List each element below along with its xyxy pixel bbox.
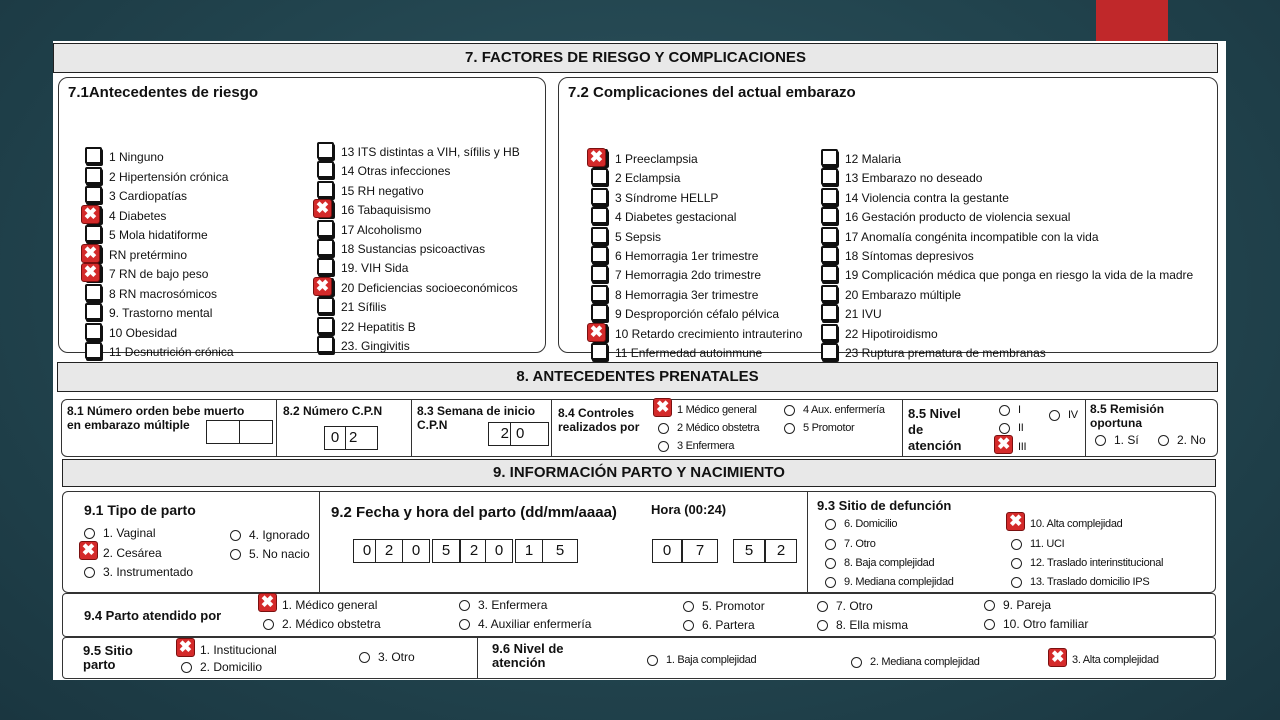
checkbox-label: 9. Trastorno mental <box>109 306 213 320</box>
checkbox-square-icon[interactable] <box>591 304 608 321</box>
checkbox-square-icon[interactable] <box>591 207 608 224</box>
checked-x-icon: ✖ <box>313 199 332 218</box>
radio-label: 9. Pareja <box>1003 598 1052 612</box>
checkbox-square-icon[interactable] <box>591 265 608 282</box>
checkbox-label: 1 Ninguno <box>109 150 164 164</box>
checkbox-square-icon[interactable] <box>317 239 334 256</box>
checkbox-label: 12 Malaria <box>845 152 902 166</box>
field-9-4-label: 9.4 Parto atendido por <box>84 608 222 623</box>
checkbox-label: 18 Síntomas depresivos <box>845 249 974 263</box>
checkbox-label: 16 Tabaquisismo <box>341 203 431 218</box>
checkbox-label: 11 Enfermedad autoinmune <box>615 346 763 360</box>
radio-circle-icon[interactable] <box>1158 435 1169 446</box>
minute-digit-box[interactable]: 5 <box>733 539 765 563</box>
field-8-3-label: 8.3 Semana de inicio C.P.N <box>417 404 536 432</box>
radio-circle-icon[interactable] <box>84 528 95 539</box>
radio-label: 9. Mediana complejidad <box>844 576 954 588</box>
radio-option-3-instrumentado[interactable] <box>84 565 193 579</box>
radio-circle-icon[interactable] <box>459 600 470 611</box>
radio-option-2-medico-obstetra[interactable] <box>263 617 381 631</box>
radio-option-4-ignorado[interactable] <box>230 528 310 542</box>
checked-x-icon: ✖ <box>313 277 332 296</box>
radio-circle-icon[interactable] <box>825 558 836 569</box>
radio-label: 12. Traslado interinstitucional <box>1030 557 1164 569</box>
radio-label: 3. Alta complejidad <box>1072 654 1159 666</box>
radio-label: 8. Ella misma <box>836 618 909 632</box>
checkbox-label: 3 Síndrome HELLP <box>615 190 719 205</box>
radio-circle-icon[interactable] <box>459 619 470 630</box>
radio-label: IV <box>1068 409 1078 421</box>
panel-9-5-9-6 <box>62 637 1216 679</box>
radio-label: 3. Enfermera <box>478 598 548 612</box>
checkbox-square-icon[interactable] <box>317 336 334 353</box>
checkbox-label: 17 Anomalía congénita incompatible con la vida <box>845 229 1099 244</box>
radio-label: 2. Domicilio <box>200 660 263 674</box>
field-8-1-digit-2[interactable] <box>239 420 273 444</box>
radio-option-10-alta-complejidad[interactable] <box>1008 513 1123 531</box>
checkbox-label: 7 Hemorragia 2do trimestre <box>615 268 762 283</box>
radio-option-3-enfermera[interactable] <box>459 598 547 612</box>
radio-label: 5. No nacio <box>249 547 310 561</box>
checkbox-label: 14 Violencia contra la gestante <box>845 190 1009 205</box>
radio-option-1-institucional[interactable] <box>178 639 277 657</box>
field-9-6-label: 9.6 Nivel de atención <box>492 641 564 670</box>
radio-option-5-promotor[interactable] <box>784 421 854 435</box>
radio-option-5-no-nacio[interactable] <box>230 547 310 561</box>
checkbox-label: 6 Hemorragia 1er trimestre <box>615 249 759 263</box>
checked-x-icon: ✖ <box>1006 512 1025 531</box>
checked-x-icon: ✖ <box>1048 648 1067 667</box>
checkbox-label: 3 Cardiopatías <box>109 189 188 203</box>
section-8-header: 8. ANTECEDENTES PRENATALES <box>57 362 1218 392</box>
date-digit-box[interactable]: 0 <box>353 539 381 563</box>
checkbox-square-icon[interactable] <box>85 284 102 301</box>
date-digit-box[interactable]: 5 <box>432 539 460 563</box>
checked-x-icon: ✖ <box>81 263 100 282</box>
section-9-header: 9. INFORMACIÓN PARTO Y NACIMIENTO <box>62 459 1216 487</box>
radio-label: 7. Otro <box>844 538 876 550</box>
checkbox-label: RN pretérmino <box>109 247 188 262</box>
checkbox-square-icon[interactable] <box>85 323 102 340</box>
checkbox-label: 13 Embarazo no deseado <box>845 171 983 186</box>
radio-label: 2. Cesárea <box>103 546 162 560</box>
checkbox-label: 13 ITS distintas a VIH, sífilis y HB <box>341 145 520 159</box>
field-8-2-digit-2[interactable]: 2 <box>345 426 378 450</box>
radio-circle-icon[interactable] <box>84 567 95 578</box>
radio-label: 4. Auxiliar enfermería <box>478 617 592 631</box>
radio-circle-icon[interactable] <box>825 539 836 550</box>
radio-circle-icon[interactable] <box>784 405 795 416</box>
checked-x-icon: ✖ <box>994 435 1013 454</box>
radio-option-3-alta-complejidad[interactable] <box>1050 649 1159 667</box>
field-8-1-digit-1[interactable] <box>206 420 240 444</box>
radio-option-7-otro[interactable] <box>825 537 876 551</box>
radio-label: 11. UCI <box>1030 538 1065 550</box>
radio-label: 2. Mediana complejidad <box>870 656 980 668</box>
radio-option-2-medico-obstetra[interactable] <box>658 421 759 435</box>
radio-circle-icon[interactable] <box>263 619 274 630</box>
checkbox-square-icon[interactable] <box>821 207 838 224</box>
checkbox-label: 22 Hepatitis B <box>341 319 416 334</box>
checkbox-label: 19. VIH Sida <box>341 261 409 276</box>
radio-option-8-baja-complejidad[interactable] <box>825 556 934 570</box>
radio-circle-icon[interactable] <box>1049 410 1060 421</box>
checkbox-label: 23. Gingivitis <box>341 339 410 353</box>
panel-7-1 <box>58 77 546 359</box>
radio-circle-icon[interactable] <box>984 600 995 611</box>
radio-circle-icon[interactable] <box>181 662 192 673</box>
radio-label: II <box>1018 422 1024 434</box>
checkbox-square-icon[interactable] <box>85 342 102 359</box>
radio-option-iv[interactable] <box>1049 408 1078 422</box>
date-digit-box[interactable]: 0 <box>402 539 430 563</box>
checkbox-label: 5 Mola hidatiforme <box>109 228 208 242</box>
radio-option-3-otro[interactable] <box>359 650 415 664</box>
radio-label: 1. Sí <box>1114 433 1139 447</box>
radio-label: 3. Instrumentado <box>103 565 194 579</box>
radio-label: 4 Aux. enfermería <box>803 404 885 416</box>
checkbox-square-icon[interactable] <box>821 246 838 263</box>
radio-option-9-mediana-complejidad[interactable] <box>825 575 954 589</box>
checkbox-square-icon[interactable] <box>317 161 334 178</box>
checkbox-label: 18 Sustancias psicoactivas <box>341 242 486 256</box>
radio-circle-icon[interactable] <box>658 441 669 452</box>
date-digit-box[interactable]: 0 <box>485 539 513 563</box>
checkbox-label: 10 Retardo crecimiento intrauterino <box>615 326 803 341</box>
radio-option-2-domicilio[interactable] <box>181 660 262 674</box>
field-8-1-label: 8.1 Número orden bebe muerto en embarazo múltiple <box>67 404 245 432</box>
radio-option-3-enfermera[interactable] <box>658 439 734 453</box>
radio-option-6-domicilio[interactable] <box>825 517 897 531</box>
checked-x-icon: ✖ <box>587 323 606 342</box>
checkbox-label: 7 RN de bajo peso <box>109 267 209 281</box>
radio-option-i[interactable] <box>999 403 1021 417</box>
radio-circle-icon[interactable] <box>851 657 862 668</box>
checkbox-label: 20 Embarazo múltiple <box>845 287 962 302</box>
checkbox-square-icon[interactable] <box>821 343 838 360</box>
field-9-3-label: 9.3 Sitio de defunción <box>817 498 952 513</box>
checkbox-square-icon[interactable] <box>317 142 334 159</box>
form-sheet <box>53 41 1226 680</box>
checkbox-label: 16 Gestación producto de violencia sexual <box>845 210 1071 225</box>
checkbox-label: 1 Preeclampsia <box>615 152 698 166</box>
checkbox-label: 21 IVU <box>845 307 882 322</box>
checkbox-label: 8 RN macrosómicos <box>109 286 218 301</box>
radio-option-5-promotor[interactable] <box>683 599 765 613</box>
radio-circle-icon[interactable] <box>647 655 658 666</box>
checkbox-square-icon[interactable] <box>317 181 334 198</box>
field-8-3-digit-2[interactable]: 0 <box>510 422 549 446</box>
radio-circle-icon[interactable] <box>999 405 1010 416</box>
radio-option-2-cesarea[interactable] <box>81 542 162 560</box>
panel-7-2 <box>558 77 1218 360</box>
radio-label: 2. Médico obstetra <box>282 617 381 631</box>
hour-digit-box[interactable]: 7 <box>682 539 718 563</box>
radio-circle-icon[interactable] <box>230 549 241 560</box>
radio-circle-icon[interactable] <box>784 423 795 434</box>
radio-option-2-no[interactable] <box>1158 433 1206 447</box>
checkbox-square-icon[interactable] <box>85 147 102 164</box>
checkbox-square-icon[interactable] <box>317 258 334 275</box>
radio-circle-icon[interactable] <box>817 601 828 612</box>
radio-option-1-si[interactable] <box>1095 433 1139 447</box>
checkbox-label: 11 Desnutrición crónica <box>109 345 234 359</box>
radio-circle-icon[interactable] <box>1095 435 1106 446</box>
radio-circle-icon[interactable] <box>1011 539 1022 550</box>
checkbox-square-icon[interactable] <box>317 220 334 237</box>
field-9-2-hour-label: Hora (00:24) <box>651 502 727 517</box>
checkbox-square-icon[interactable] <box>85 186 102 203</box>
radio-label: 1 Médico general <box>677 404 757 416</box>
red-accent-tab <box>1096 0 1168 42</box>
checkbox-square-icon[interactable] <box>821 188 838 205</box>
radio-label: 10. Otro familiar <box>1003 617 1089 631</box>
checked-x-icon: ✖ <box>176 638 195 657</box>
radio-option-iii[interactable] <box>996 436 1027 454</box>
checkbox-square-icon[interactable] <box>591 227 608 244</box>
panel-9-4 <box>62 593 1216 637</box>
date-digit-box[interactable]: 2 <box>375 539 403 563</box>
checkbox-square-icon[interactable] <box>85 167 102 184</box>
minute-digit-box[interactable]: 2 <box>765 539 797 563</box>
checkbox-square-icon[interactable] <box>591 168 608 185</box>
date-digit-box[interactable]: 5 <box>542 539 578 563</box>
checkbox-square-icon[interactable] <box>85 225 102 242</box>
radio-option-8-ella-misma[interactable] <box>817 618 908 632</box>
checkbox-square-icon[interactable] <box>317 297 334 314</box>
checked-x-icon: ✖ <box>258 593 277 612</box>
radio-option-7-otro[interactable] <box>817 599 873 613</box>
checkbox-square-icon[interactable] <box>591 246 608 263</box>
radio-label: 5 Promotor <box>803 422 855 434</box>
radio-label: 3. Otro <box>378 650 415 664</box>
radio-option-9-pareja[interactable] <box>984 598 1051 612</box>
panel-7-2-title: 7.2 Complicaciones del actual embarazo <box>568 84 856 101</box>
radio-label: 5. Promotor <box>702 599 765 613</box>
radio-label: III <box>1018 441 1027 453</box>
radio-label: 1. Baja complejidad <box>666 654 757 666</box>
radio-circle-icon[interactable] <box>984 619 995 630</box>
checked-x-icon: ✖ <box>587 148 606 167</box>
radio-label: 2 Médico obstetra <box>677 422 760 434</box>
field-8-3-digit-1[interactable]: 2 <box>488 422 513 446</box>
checkbox-square-icon[interactable] <box>821 324 838 341</box>
checkbox-square-icon[interactable] <box>317 317 334 334</box>
checkbox-square-icon[interactable] <box>821 285 838 302</box>
radio-circle-icon[interactable] <box>683 601 694 612</box>
radio-circle-icon[interactable] <box>999 423 1010 434</box>
radio-label: 2. No <box>1177 433 1206 447</box>
radio-circle-icon[interactable] <box>359 652 370 663</box>
checkbox-label: 23 Ruptura prematura de membranas <box>845 346 1046 360</box>
radio-option-11-uci[interactable] <box>1011 537 1064 551</box>
radio-circle-icon[interactable] <box>1011 558 1022 569</box>
radio-option-1-medico-general[interactable] <box>260 594 378 612</box>
field-9-2-label: 9.2 Fecha y hora del parto (dd/mm/aaaa) <box>331 504 617 521</box>
radio-label: 8. Baja complejidad <box>844 557 935 569</box>
checked-x-icon: ✖ <box>81 244 100 263</box>
radio-label: 1. Institucional <box>200 643 277 657</box>
checkbox-label: 17 Alcoholismo <box>341 222 422 237</box>
checkbox-square-icon[interactable] <box>591 188 608 205</box>
field-9-1-label: 9.1 Tipo de parto <box>84 502 196 518</box>
radio-label: 7. Otro <box>836 599 873 613</box>
panel-8 <box>61 399 1218 457</box>
radio-option-1-baja-complejidad[interactable] <box>647 653 756 667</box>
field-9-5-label: 9.5 Sitio parto <box>83 643 133 672</box>
checkbox-label: 2 Hipertensión crónica <box>109 169 229 184</box>
radio-circle-icon[interactable] <box>658 423 669 434</box>
checkbox-label: 21 Sífilis <box>341 300 387 315</box>
radio-circle-icon[interactable] <box>230 530 241 541</box>
field-8-2-digit-1[interactable]: 0 <box>324 426 346 450</box>
checkbox-label: 20 Deficiencias socioeconómicos <box>341 280 518 295</box>
radio-label: 10. Alta complejidad <box>1030 518 1123 530</box>
panel-7-1-title: 7.1Antecedentes de riesgo <box>68 84 259 101</box>
field-8-5-label: 8.5 Nivel de atención <box>908 406 962 453</box>
hour-digit-box[interactable]: 0 <box>652 539 682 563</box>
radio-option-13-traslado-domicilio-ips[interactable] <box>1011 575 1149 589</box>
radio-option-6-partera[interactable] <box>683 618 755 632</box>
radio-label: 1. Vaginal <box>103 526 156 540</box>
radio-option-4-aux-enfermeria[interactable] <box>784 403 885 417</box>
radio-option-12-traslado-interinstitucional[interactable] <box>1011 556 1163 570</box>
field-8-5b-label: 8.5 Remisión oportuna <box>1090 402 1165 430</box>
checkbox-label: 4 Diabetes gestacional <box>615 210 737 225</box>
radio-option-10-otro-familiar[interactable] <box>984 617 1088 631</box>
radio-option-2-mediana-complejidad[interactable] <box>851 655 980 669</box>
checkbox-label: 4 Diabetes <box>109 208 167 223</box>
radio-circle-icon[interactable] <box>1011 577 1022 588</box>
radio-label: 4. Ignorado <box>249 528 310 542</box>
field-8-2-label: 8.2 Número C.P.N <box>283 404 383 418</box>
checkbox-label: 2 Eclampsia <box>615 171 681 186</box>
checkbox-square-icon[interactable] <box>591 343 608 360</box>
radio-option-1-medico-general[interactable] <box>655 399 757 417</box>
radio-label: 13. Traslado domicilio IPS <box>1030 576 1150 588</box>
checkbox-square-icon[interactable] <box>821 168 838 185</box>
radio-circle-icon[interactable] <box>825 519 836 530</box>
radio-circle-icon[interactable] <box>683 620 694 631</box>
radio-circle-icon[interactable] <box>825 577 836 588</box>
checkbox-label: 10 Obesidad <box>109 325 178 340</box>
radio-option-ii[interactable] <box>999 421 1024 435</box>
checked-x-icon: ✖ <box>81 205 100 224</box>
checkbox-label: 19 Complicación médica que ponga en riesgo la vida de la madre <box>845 268 1194 283</box>
checkbox-label: 9 Desproporción céfalo pélvica <box>615 307 780 322</box>
radio-option-1-vaginal[interactable] <box>84 526 155 540</box>
checked-x-icon: ✖ <box>79 541 98 560</box>
radio-label: 1. Médico general <box>282 598 378 612</box>
radio-label: 6. Partera <box>702 618 755 632</box>
checkbox-square-icon[interactable] <box>821 265 838 282</box>
date-digit-box[interactable]: 1 <box>515 539 543 563</box>
checkbox-label: 15 RH negativo <box>341 183 424 198</box>
radio-option-4-auxiliar-enfermeria[interactable] <box>459 617 591 631</box>
section-7-header: 7. FACTORES DE RIESGO Y COMPLICACIONES <box>53 43 1218 73</box>
checkbox-square-icon[interactable] <box>821 227 838 244</box>
checkbox-square-icon[interactable] <box>591 285 608 302</box>
checkbox-label: 22 Hipotiroidismo <box>845 326 938 341</box>
radio-circle-icon[interactable] <box>817 620 828 631</box>
checkbox-label: 8 Hemorragia 3er trimestre <box>615 287 759 302</box>
panel-9-top <box>62 491 1216 593</box>
radio-label: I <box>1018 404 1021 416</box>
checkbox-label: 14 Otras infecciones <box>341 164 451 179</box>
date-digit-box[interactable]: 2 <box>460 539 488 563</box>
radio-label: 3 Enfermera <box>677 440 735 452</box>
checkbox-label: 5 Sepsis <box>615 229 662 244</box>
radio-label: 6. Domicilio <box>844 518 898 530</box>
checked-x-icon: ✖ <box>653 398 672 417</box>
checkbox-square-icon[interactable] <box>85 303 102 320</box>
checkbox-square-icon[interactable] <box>821 149 838 166</box>
checkbox-square-icon[interactable] <box>821 304 838 321</box>
field-8-4-label: 8.4 Controles realizados por <box>558 406 640 434</box>
